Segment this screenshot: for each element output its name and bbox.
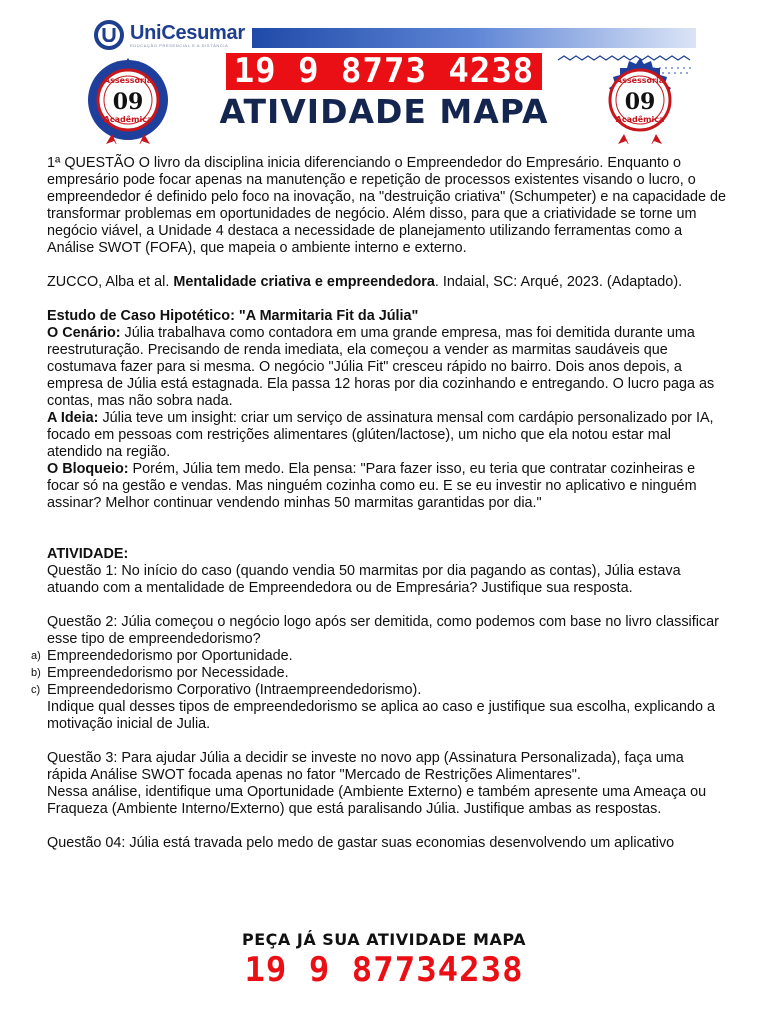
logo-tagline: EDUCAÇÃO PRESENCIAL E A DISTÂNCIA bbox=[130, 42, 229, 48]
option-a-marker: a) bbox=[31, 650, 41, 662]
case-idea-text: Júlia teve um insight: criar um serviço de assinatura mensal com cardápio personalizado por IA, focado em pessoas com restrições alimentares (glúten/lactose), um nicho que ela notou estar mal atendido na região. bbox=[47, 410, 714, 460]
header-gradient-bar bbox=[252, 28, 696, 48]
option-a-text: Empreendedorismo por Oportunidade. bbox=[47, 648, 293, 664]
option-c-marker: c) bbox=[31, 684, 41, 696]
seal-right-bottom-text: Acadêmica bbox=[615, 115, 665, 124]
document-title: ATIVIDADE MAPA bbox=[219, 92, 549, 131]
case-scenario-text: Júlia trabalhava como contadora em uma grande empresa, mas foi demitida durante uma reestruturação. Precisando de renda imediata, ela começou a vender as marmitas saudáveis que costumava fazer para si mesma. O negócio "Júlia Fit" cresceu rápido no bairro. Dois anos depois, a empresa de Júlia está estagnada. Ela passa 12 horas por dia cozinhando e entregando. O lucro paga as contas, mas não sobra nada. bbox=[47, 325, 715, 409]
reference-publisher: . Indaial, SC: Arqué, 2023. (Adaptado). bbox=[434, 274, 683, 290]
unicesumar-logo-icon bbox=[94, 20, 124, 50]
activity-question-3: Questão 3: Para ajudar Júlia a decidir se investe no novo app (Assinatura Personalizada), faça uma rápida Análise SWOT focada apenas no fator "Mercado de Restrições Alimentares". bbox=[47, 750, 684, 783]
seal-right-mid-text: 09 bbox=[624, 89, 656, 115]
logo-name: UniCesumar bbox=[130, 21, 245, 44]
footer-call-to-action: PEÇA JÁ SUA ATIVIDADE MAPA bbox=[242, 930, 526, 949]
activity-question-2-followup: Indique qual desses tipos de empreendedorismo se aplica ao caso e justifique sua escolha, explicando a motivação inicial de Julia. bbox=[47, 699, 715, 732]
activity-question-4: Questão 04: Júlia está travada pelo medo de gastar suas economias desenvolvendo um aplicativo bbox=[47, 835, 675, 851]
seal-right-top-text: Assessoria bbox=[615, 76, 665, 85]
case-scenario-label: O Cenário: bbox=[47, 325, 121, 341]
option-c bbox=[31, 682, 727, 699]
case-block bbox=[47, 461, 727, 512]
case-title: Estudo de Caso Hipotético: "A Marmitaria Fit da Júlia" bbox=[47, 308, 419, 324]
reference-paragraph bbox=[47, 274, 727, 291]
contact-phone-banner: 19 9 8773 4238 bbox=[226, 53, 542, 90]
option-b-marker: b) bbox=[31, 667, 41, 679]
case-block-label: O Bloqueio: bbox=[47, 461, 129, 477]
seal-left-bottom-text: Acadêmica bbox=[103, 115, 153, 124]
option-c-text: Empreendedorismo Corporativo (Intraempreendedorismo). bbox=[47, 682, 422, 698]
seal-left-top-text: Assessoria bbox=[103, 76, 153, 85]
option-b bbox=[31, 665, 727, 682]
case-block-text: Porém, Júlia tem medo. Ela pensa: "Para fazer isso, eu teria que contratar cozinheiras e focar só na gestão e vendas. Mas ninguém cozinha como eu. E se eu investir no aplicativo e ninguém assinar? Melhor continuar vendendo minhas 50 marmitas garantidas por dia." bbox=[47, 461, 697, 511]
seal-left-mid-text: 09 bbox=[112, 89, 144, 115]
footer-phone: 19 9 87734238 bbox=[244, 950, 524, 990]
option-a bbox=[31, 648, 727, 665]
case-scenario bbox=[47, 325, 727, 410]
activity-heading: ATIVIDADE: bbox=[47, 546, 129, 562]
case-idea-label: A Ideia: bbox=[47, 410, 99, 426]
unicesumar-logo bbox=[94, 20, 245, 50]
activity-question-2: Questão 2: Júlia começou o negócio logo após ser demitida, como podemos com base no livro classificar esse tipo de empreendedorismo? bbox=[47, 614, 719, 647]
assessoria-seal-right bbox=[596, 56, 684, 144]
question1-paragraph: 1ª QUESTÃO O livro da disciplina inicia diferenciando o Empreendedor do Empresário. Enquanto o empresário pode focar apenas na manutenção e repetição de processos existentes visando o lucro, o empreendedor é definido pelo foco na inovação, na "destruição criativa" (Schumpeter) e na capacidade de transformar problemas em oportunidades de negócio. Além disso, para que a criatividade se torne um negócio viável, a Unidade 4 destaca a necessidade de planejamento utilizando ferramentas como a Análise SWOT (FOFA), que mapeia o ambiente interno e externo. bbox=[47, 155, 727, 256]
reference-authors: ZUCCO, Alba et al. bbox=[47, 274, 174, 290]
reference-book-title: Mentalidade criativa e empreendedora bbox=[173, 274, 435, 290]
activity-question-3-followup: Nessa análise, identifique uma Oportunidade (Ambiente Externo) e também apresente uma Ameaça ou Fraqueza (Ambiente Interno/Externo) que está paralisando Júlia. Justifique ambas as respostas. bbox=[47, 784, 707, 817]
option-b-text: Empreendedorismo por Necessidade. bbox=[47, 665, 289, 681]
document-header bbox=[0, 0, 768, 150]
document-body bbox=[31, 155, 727, 852]
activity-question-1: Questão 1: No início do caso (quando vendia 50 marmitas por dia pagando as contas), Júlia estava atuando com a mentalidade de Empreendedora ou de Empresária? Justifique sua resposta. bbox=[47, 563, 681, 596]
case-idea bbox=[47, 410, 727, 461]
